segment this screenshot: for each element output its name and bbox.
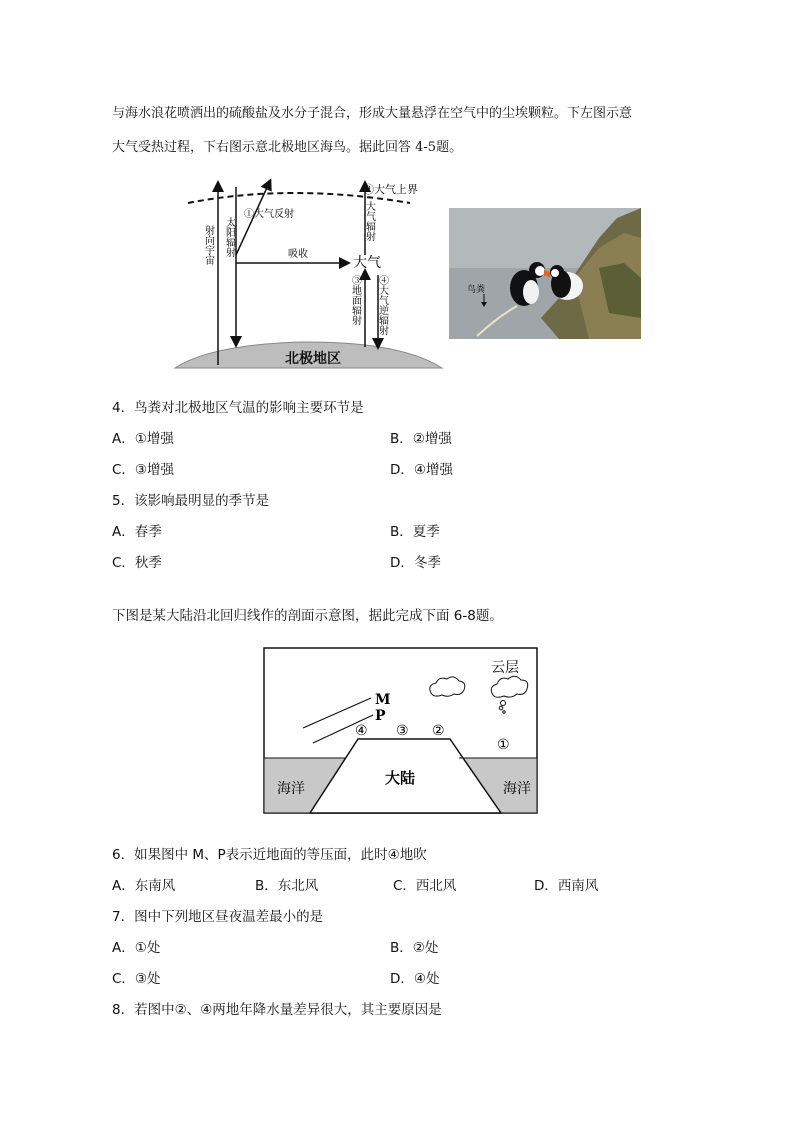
m-label: M bbox=[375, 692, 391, 708]
q7-stem: 7．图中下列地区昼夜温差最小的是 bbox=[112, 909, 324, 925]
ocean-right-label: 海洋 bbox=[503, 781, 531, 797]
ground-region-label: 北极地区 bbox=[285, 351, 341, 367]
intro-line-2: 大气受热过程，下右图示意北极地区海鸟。据此回答 4-5题。 bbox=[112, 140, 463, 155]
mark-1: ① bbox=[497, 737, 510, 753]
q5-stem: 5．该影响最明显的季节是 bbox=[112, 493, 270, 509]
space-label: 射向宇宙 bbox=[202, 225, 214, 265]
reflect-label: ①大气反射 bbox=[244, 209, 294, 220]
section2-intro: 下图是某大陆沿北回归线作的剖面示意图，据此完成下面 6-8题。 bbox=[112, 608, 503, 624]
continent-label: 大陆 bbox=[385, 769, 416, 787]
cloud-label: 云层 bbox=[491, 660, 519, 676]
top-label: ②大气上界 bbox=[363, 183, 418, 196]
seabird-photo bbox=[449, 208, 641, 339]
q6-stem: 6．如果图中 M、P表示近地面的等压面，此时④地吹 bbox=[112, 847, 427, 863]
q4-option-c[interactable]: C．③增强 bbox=[112, 462, 175, 478]
intro-line-1: 与海水浪花喷洒出的硫酸盐及水分子混合，形成大量悬浮在空气中的尘埃颗粒。下左图示意 bbox=[112, 106, 633, 121]
ocean-left-label: 海洋 bbox=[277, 781, 305, 797]
q6-option-d[interactable]: D．西南风 bbox=[534, 878, 599, 894]
q5-option-d[interactable]: D．冬季 bbox=[390, 555, 441, 571]
mark-2: ② bbox=[432, 723, 445, 739]
counter-radiation-label: ④大气逆辐射 bbox=[376, 275, 388, 335]
q5-option-a[interactable]: A．春季 bbox=[112, 524, 162, 540]
atmosphere-label: 大气 bbox=[353, 255, 381, 271]
q6-option-b[interactable]: B．东北风 bbox=[255, 878, 319, 894]
q8-stem: 8．若图中②、④两地年降水量差异很大，其主要原因是 bbox=[112, 1002, 442, 1018]
q7-option-c[interactable]: C．③处 bbox=[112, 971, 161, 987]
q7-option-a[interactable]: A．①处 bbox=[112, 940, 161, 956]
q7-option-b[interactable]: B．②处 bbox=[390, 940, 439, 956]
q5-option-c[interactable]: C．秋季 bbox=[112, 555, 162, 571]
continent-profile-diagram bbox=[263, 647, 539, 815]
atm-radiation-label: 大气辐射 bbox=[363, 201, 375, 241]
mark-3: ③ bbox=[396, 723, 409, 739]
absorb-label: 吸收 bbox=[288, 249, 308, 260]
q6-option-a[interactable]: A．东南风 bbox=[112, 878, 176, 894]
q7-option-d[interactable]: D．④处 bbox=[390, 971, 440, 987]
q6-option-c[interactable]: C．西北风 bbox=[393, 878, 457, 894]
q5-option-b[interactable]: B．夏季 bbox=[390, 524, 440, 540]
q4-stem: 4．鸟粪对北极地区气温的影响主要环节是 bbox=[112, 400, 364, 416]
atmosphere-heating-diagram bbox=[170, 175, 450, 375]
mark-4: ④ bbox=[355, 723, 368, 739]
photo-dropping-label: 鸟粪 bbox=[467, 285, 486, 295]
q4-option-d[interactable]: D．④增强 bbox=[390, 462, 453, 478]
p-label: P bbox=[375, 708, 386, 724]
ground-radiation-label: ③地面辐射 bbox=[349, 275, 361, 325]
q4-option-a[interactable]: A．①增强 bbox=[112, 431, 174, 447]
q4-option-b[interactable]: B．②增强 bbox=[390, 431, 452, 447]
solar-label: 太阳辐射 bbox=[223, 217, 235, 257]
